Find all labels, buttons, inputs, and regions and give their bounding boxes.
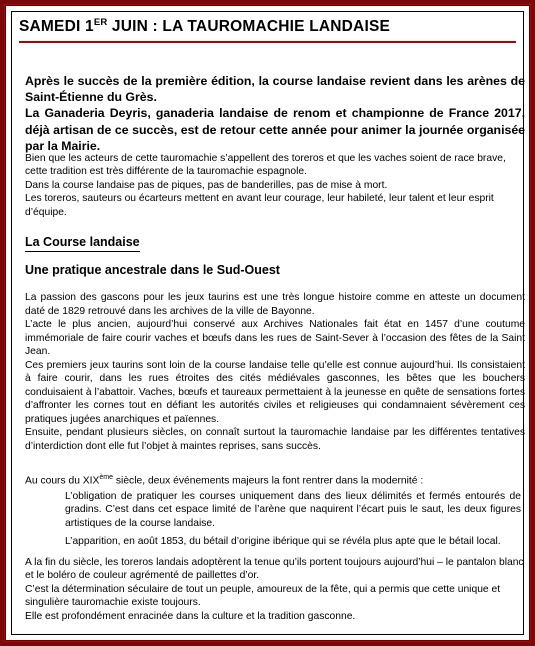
closing-paragraph [25, 556, 525, 623]
closing-line: Elle est profondément enracinée dans la culture et la tradition gasconne. [25, 610, 356, 622]
lead-line: La Ganaderia Deyris, ganaderia landaise de renom et championne de France 2017, déjà artisan de ce succès, est de retour cette année pour animer la journée organisée par la Mairie. [25, 106, 525, 153]
intro-line: Les toreros, sauteurs ou écarteurs mettent en avant leur courage, leur habileté, leur talent et leur esprit d’équipe. [25, 193, 494, 218]
intro-line: Bien que les acteurs de cette tauromachie s’appellent des toreros et que les vaches soient de race brave, cette tradition est très différente de la tauromachie espagnole. [25, 153, 506, 178]
history-line: L’acte le plus ancien, aujourd’hui conservé aux Archives Nationales fait état en 1457 d’une coutume immémoriale de faire courir vaches et bœufs dans les rues de Saint-Sever à l’occasion des fêtes de la Saint Jean. [25, 319, 525, 357]
history-paragraph [25, 291, 525, 453]
subheading: Une pratique ancestrale dans le Sud-Ouest [25, 263, 280, 277]
intro-paragraph [25, 152, 525, 219]
century-sup: ème [99, 474, 114, 481]
intro-line: Dans la course landaise pas de piques, pas de banderilles, pas de mise à mort. [25, 179, 388, 191]
title-sup: ER [93, 17, 108, 28]
history-line: Ces premiers jeux taurins sont loin de la course landaise telle qu’elle est connue aujourd’hui. Ils consistaient à faire courir, dans les rues étroites des cités médiévales gasconnes, les bêtes que les bouchers conduisaient à l’abattoir. Vaches, bœufs et taureaux permettaient à la jeunesse en quête de sensations fortes d’affronter les cornes tout en défiant les autorités civiles et religieuses qui condamnaient sévèrement ces pratiques jugées anarchiques et païennes. [25, 359, 525, 425]
century-suffix: siècle, deux événements majeurs la font rentrer dans la modernité : [113, 475, 424, 487]
century-prefix: Au cours du XIX [25, 475, 100, 487]
title-suffix: JUIN : LA TAUROMACHIE LANDAISE [107, 18, 391, 36]
event-item: L’apparition, en août 1853, du bétail d’origine ibérique qui se révéla plus apte que le bétail local. [65, 536, 501, 547]
title-prefix: SAMEDI 1 [19, 18, 94, 36]
page-frame [4, 4, 531, 642]
closing-line: A la fin du siècle, les toreros landais adoptèrent la tenue qu’ils portent toujours aujourd’hui – le pantalon blanc et le boléro de couleur agrémenté de paillettes d’or. [25, 557, 524, 582]
closing-line: C’est la détermination séculaire de tout un peuple, amoureux de la fête, qui a permis que cette unique et singulière tauromachie existe toujours. [25, 583, 501, 609]
page-title [19, 13, 516, 36]
lead-line: Après le succès de la première édition, la course landaise revient dans les arènes de Saint-Étienne du Grès. [25, 74, 525, 105]
century-intro [25, 471, 525, 488]
history-line: La passion des gascons pour les jeux taurins est une très longue histoire comme en atteste un document daté de 1829 retrouvé dans les archives de la ville de Bayonne. [25, 292, 525, 317]
section-heading: La Course landaise [25, 235, 140, 252]
event-item: L’obligation de pratiquer les courses uniquement dans des lieux délimités et fermés entourés de gradins. C’est dans cet espace limité de l’arène que naquirent l’écart puis le saut, les deux figures artistiques de la course landaise. [65, 491, 521, 529]
lead-paragraph [25, 73, 525, 154]
history-line: Ensuite, pendant plusieurs siècles, on connaît surtout la tauromachie landaise par les différentes tentatives d’interdiction dont elle fut l’objet à maintes reprises, sans succès. [25, 427, 525, 452]
title-bar [19, 13, 516, 43]
